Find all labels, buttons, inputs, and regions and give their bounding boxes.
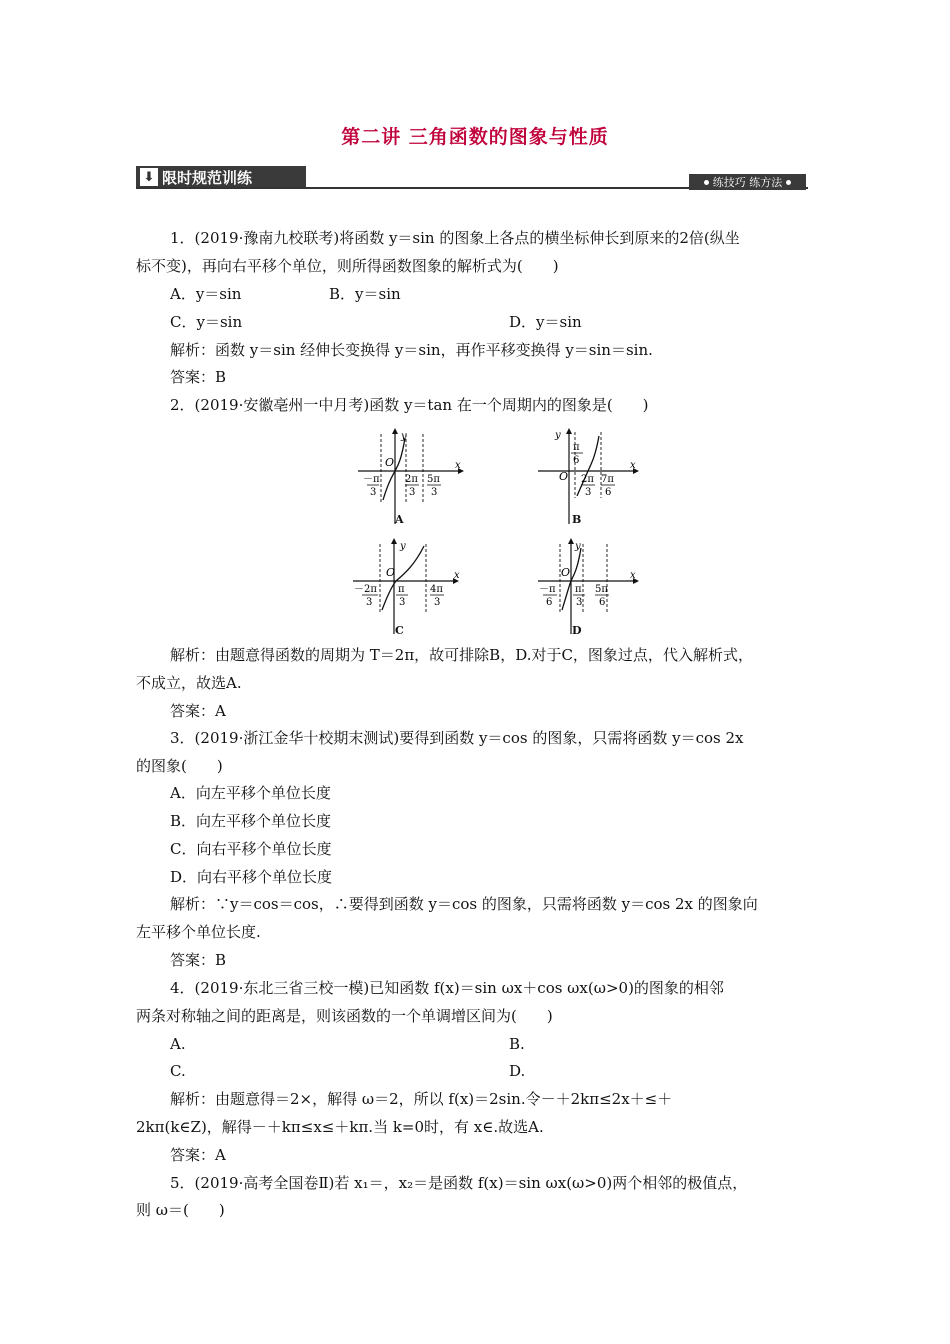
q2-answer: 答案：A [170, 702, 226, 720]
tick-label: 2π [405, 474, 418, 485]
y-axis-label: y [555, 430, 561, 441]
q3-option-a: A．向左平移个单位长度 [170, 784, 331, 802]
tick-label: π [398, 584, 405, 595]
x-axis-label: x [630, 460, 636, 471]
q1-option-a: A．y＝sin [170, 285, 242, 303]
q1-option-b: B．y＝sin [329, 285, 401, 303]
q4-stem-line2: 两条对称轴之间的距离是，则该函数的一个单调增区间为( ) [136, 1007, 553, 1025]
download-arrow-icon: ⬇ [140, 168, 158, 186]
tick-label: 6 [573, 455, 580, 466]
section-band-right [689, 174, 806, 190]
origin-label: O [561, 566, 571, 579]
graph-c-label: C [395, 624, 404, 637]
q4-option-c: C. [170, 1062, 186, 1080]
tick-label: π [573, 442, 580, 453]
section-band-right-label: 练技巧 练方法 [712, 176, 783, 189]
tick-label: π [575, 584, 582, 595]
tick-label: 2π [581, 474, 594, 485]
section-band-label: 限时规范训练 [162, 168, 253, 187]
bullet-dot-icon [704, 180, 709, 185]
tick-label: 6 [546, 597, 553, 608]
tick-label: 6 [599, 597, 606, 608]
tick-label: 3 [431, 487, 438, 498]
y-axis-label: y [575, 541, 581, 552]
tick-label: 7π [601, 474, 614, 485]
q4-stem-line1: 4．(2019·东北三省三校一模)已知函数 f(x)＝sin ωx＋cos ωx(ω>0)的图象的相邻 [170, 979, 724, 997]
tick-label: 3 [399, 597, 406, 608]
bullet-dot-icon [786, 180, 791, 185]
origin-label: O [386, 566, 396, 579]
graph-d-label: D [572, 624, 582, 637]
tick-label: 4π [430, 584, 443, 595]
q4-analysis-line2: 2kπ(k∈Z)，解得－＋kπ≤x≤＋kπ.当 k=0时，有 x∈.故选A. [136, 1118, 544, 1136]
section-band-left [136, 166, 306, 188]
graph-a-label: A [395, 513, 404, 526]
tick-label: 3 [585, 487, 592, 498]
q3-option-c: C．向右平移个单位长度 [170, 840, 332, 858]
q1-analysis: 解析：函数 y＝sin 经伸长变换得 y＝sin，再作平移变换得 y＝sin＝sin. [170, 341, 653, 359]
q4-option-b: B. [509, 1035, 525, 1053]
tick-label: －π [363, 474, 380, 485]
q1-option-c: C．y＝sin [170, 313, 243, 331]
graph-d [535, 538, 645, 638]
q4-option-d: D. [509, 1062, 526, 1080]
q3-option-b: B．向左平移个单位长度 [170, 812, 332, 830]
tick-label: 5π [427, 474, 440, 485]
q3-answer: 答案：B [170, 951, 227, 969]
q2-analysis-line1: 解析：由题意得函数的周期为 T＝2π，故可排除B，D.对于C，图象过点，代入解析式， [170, 646, 753, 664]
q4-option-a: A. [170, 1035, 186, 1053]
q3-analysis-line2: 左平移个单位长度. [136, 923, 261, 941]
q4-analysis-line1: 解析：由题意得＝2×，解得 ω＝2，所以 f(x)＝2sin.令－＋2kπ≤2x＋≤＋ [170, 1090, 673, 1108]
q3-option-d: D．向右平移个单位长度 [170, 868, 333, 886]
y-axis-label: y [400, 541, 406, 552]
graph-b [535, 428, 645, 528]
y-axis-label: y [401, 431, 407, 442]
graph-b-label: B [572, 513, 582, 526]
tick-label: 5π [595, 584, 608, 595]
tick-label: －π [539, 584, 556, 595]
q5-stem-line1: 5．(2019·高考全国卷Ⅱ)若 x₁＝，x₂＝是函数 f(x)＝sin ωx(ω>0)两个相邻的极值点， [170, 1174, 748, 1192]
q1-option-d: D．y＝sin [509, 313, 582, 331]
q1-stem-line2: 标不变)，再向右平移个单位，则所得函数图象的解析式为( ) [136, 257, 559, 275]
x-axis-label: x [454, 570, 460, 581]
tick-label: 3 [576, 597, 583, 608]
q2-analysis-line2: 不成立，故选A. [136, 674, 242, 692]
tick-label: 3 [366, 597, 373, 608]
q5-stem-line2: 则 ω＝( ) [136, 1201, 225, 1219]
q1-answer: 答案：B [170, 368, 227, 386]
tick-label: 3 [409, 487, 416, 498]
q3-stem-line1: 3．(2019·浙江金华十校期末测试)要得到函数 y＝cos 的图象，只需将函数 y＝cos 2x [170, 729, 744, 747]
x-axis-label: x [630, 570, 636, 581]
q3-stem-line2: 的图象( ) [136, 757, 223, 775]
graph-a [355, 428, 465, 528]
page-title: 第二讲 三角函数的图象与性质 [341, 126, 609, 148]
tick-label: 3 [370, 487, 377, 498]
x-axis-label: x [455, 460, 461, 471]
graph-c [350, 538, 465, 638]
tick-label: 3 [434, 597, 441, 608]
q1-stem-line1: 1．(2019·豫南九校联考)将函数 y＝sin 的图象上各点的横坐标伸长到原来的2倍(纵坐 [170, 229, 740, 247]
q4-answer: 答案：A [170, 1146, 226, 1164]
tick-label: －2π [354, 584, 377, 595]
tick-label: 6 [605, 487, 612, 498]
q2-stem: 2．(2019·安徽亳州一中月考)函数 y＝tan 在一个周期内的图象是( ) [170, 396, 649, 414]
q3-analysis-line1: 解析：∵y＝cos＝cos，∴要得到函数 y＝cos 的图象，只需将函数 y＝cos 2x 的图象向 [170, 895, 758, 913]
origin-label: O [559, 470, 569, 483]
origin-label: O [385, 456, 395, 469]
